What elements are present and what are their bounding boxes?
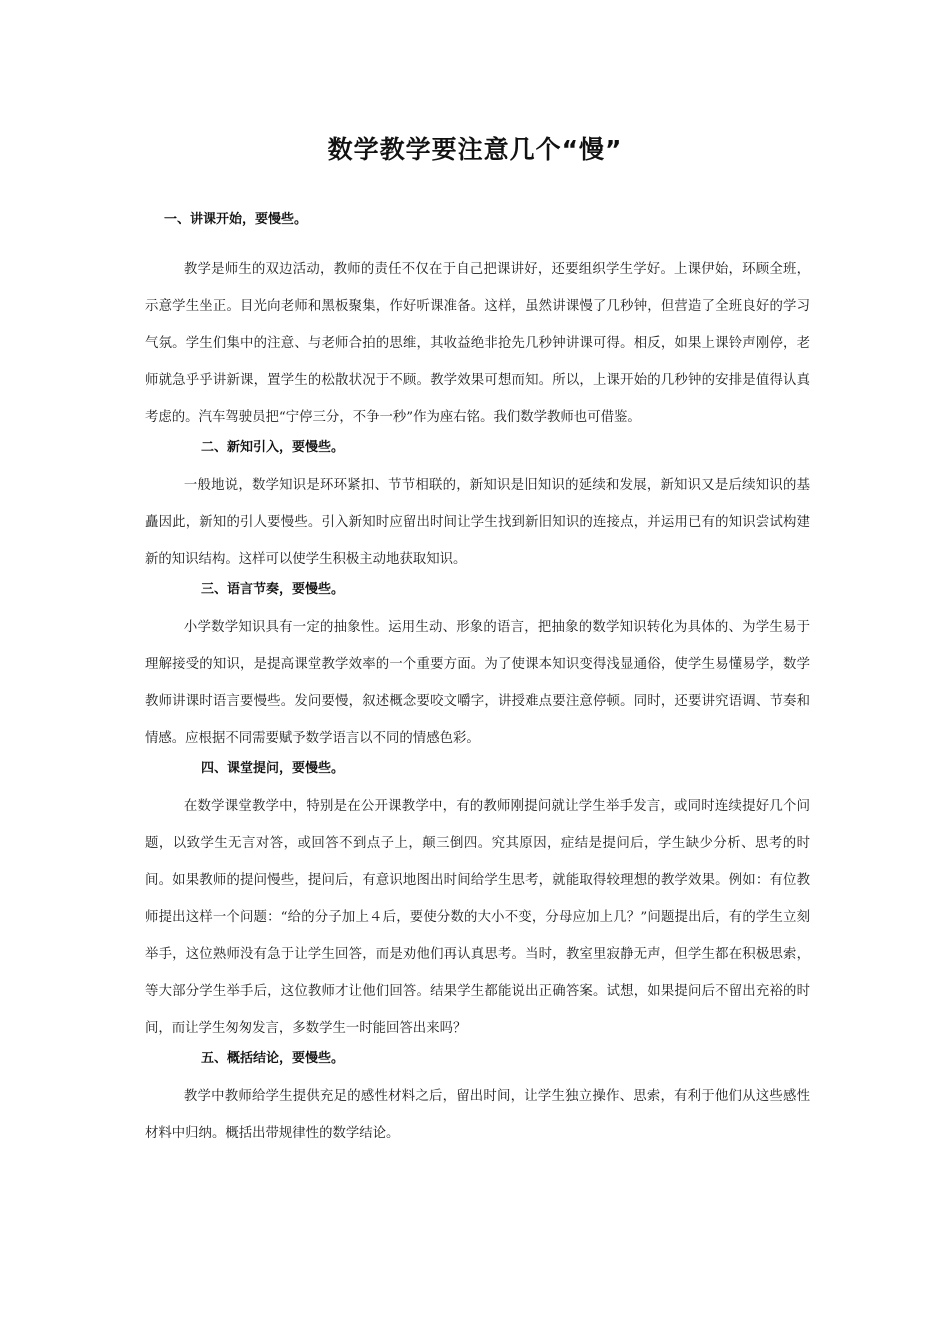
section-heading: 四、课堂提问，要慢些。 [201, 761, 345, 776]
section-2 [145, 437, 810, 578]
section-heading: 三、语言节奏，要慢些。 [201, 582, 345, 597]
section-heading: 二、新知引入，要慢些。 [201, 440, 345, 455]
section-paragraph: 小学数学知识具有一定的抽象性。运用生动、形象的语言，把抽象的数学知识转化为具体的、为学生易于理解接受的知识，是提高课堂教学效率的一个重要方面。为了使课本知识变得浅显通俗，使学生易懂易学，数学教师讲课时语言要慢些。发问要慢，叙述概念要咬文嚼字，讲授难点要注意停顿。同时，还要讲究语调、节奏和情感。应根据不同需要赋予数学语言以不同的情感色彩。 [145, 620, 810, 746]
section-1 [145, 209, 810, 436]
section-4 [145, 758, 810, 1047]
section-heading: 一、讲课开始，要慢些。 [164, 212, 308, 227]
section-paragraph: 教学中教师给学生提供充足的感性材料之后，留出时间，让学生独立操作、思索，有利于他们从这些感性材料中归纳。概括出带规律性的数学结论。 [145, 1089, 810, 1141]
section-paragraph: 一般地说，数学知识是环环紧扣、节节相联的，新知识是旧知识的延续和发展，新知识又是后续知识的基矗因此，新知的引人要慢些。引入新知时应留出时间让学生找到新旧知识的连接点，并运用已有的知识尝试构建新的知识结构。这样可以使学生积极主动地获取知识。 [145, 478, 810, 567]
section-paragraph: 教学是师生的双边活动，教师的责任不仅在于自己把课讲好，还要组织学生学好。上课伊始，环顾全班，示意学生坐正。目光向老师和黑板聚集，作好听课准备。这样，虽然讲课慢了几秒钟，但营造了全班良好的学习气氛。学生们集中的注意、与老师合拍的思维，其收益绝非抢先几秒钟讲课可得。相反，如果上课铃声刚停，老师就急乎乎讲新课，置学生的松散状况于不顾。教学效果可想而知。所以，上课开始的几秒钟的安排是值得认真考虑的。汽车驾驶员把“宁停三分，不争一秒”作为座右铭。我们数学教师也可借鉴。 [145, 262, 810, 425]
section-paragraph: 在数学课堂教学中，特别是在公开课教学中，有的教师刚提问就让学生举手发言，或同时连续提好几个问题，以致学生无言对答，或回答不到点子上，颠三倒四。究其原因，症结是提问后，学生缺少分析、思考的时间。如果教师的提问慢些，提问后，有意识地图出时间给学生思考，就能取得较理想的教学效果。例如：有位教师提出这样一个问题：“给的分子加上４后，要使分数的大小不变，分母应加上几？”问题提出后，有的学生立刻举手，这位熟师没有急于让学生回答，而是劝他们再认真思考。当时，教室里寂静无声，但学生都在积极思索，等大部分学生举手后，这位教师才让他们回答。结果学生都能说出正确答案。试想，如果提问后不留出充裕的时间，而让学生匆匆发言，多数学生一时能回答出来吗？ [145, 799, 810, 1036]
section-5 [145, 1048, 810, 1152]
document-title: 数学教学要注意几个“慢” [327, 135, 623, 164]
section-3 [145, 579, 810, 757]
section-heading: 五、概括结论，要慢些。 [201, 1051, 345, 1066]
document-body [145, 209, 810, 1153]
